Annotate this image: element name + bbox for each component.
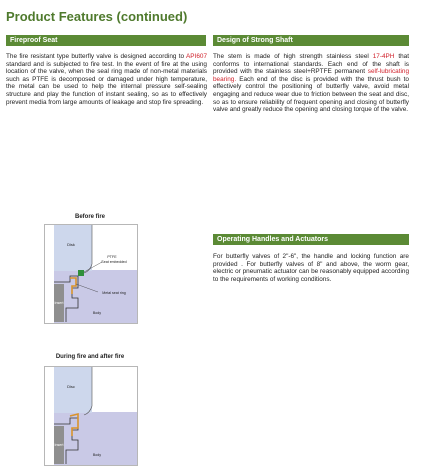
shaft-text-part: that conforms to international standards. Each end of the shaft is provided with the stainless steel+RPTFE permanent <box>213 53 409 76</box>
shaft-text-part: The stem is made of high strength stainless steel <box>213 53 373 60</box>
fireproof-seat-text <box>6 53 207 106</box>
fireproof-text-part: standard and is subjected to fire test. In the event of fire at the using location of the valve, when the seal ring made of non-metal materials such as PTFE is decomposed or damaged under high temperature, the metal can be used to help the internal pressure self-sealing structure and play the function of instant sealing, so as to effectively prevent media from large amounts of leakage and stop fire spreading. <box>6 60 207 106</box>
shaft-text-part: Each end of the disc is provided with the thrust bush to effectively control the positioning of butterfly valve, avoid metal engaging and reduce wear due to friction between the seat and disc, so as to ensure reliability of frequent opening and closing of butterfly valve and greatly reduce the opening and closing torque of the valve. <box>213 75 409 114</box>
body-region <box>54 270 137 323</box>
strong-shaft-heading: Design of Strong Shaft <box>213 35 409 46</box>
metal-seat-ring-label: Metal seat ring <box>102 291 126 295</box>
ptfe-label: PTFE <box>107 255 117 259</box>
material-highlight: 17-4PH <box>372 53 395 60</box>
during-after-fire-caption: During fire and after fire <box>55 354 125 360</box>
insert-label: Insert <box>54 443 64 447</box>
disc-label: Disk <box>67 242 75 247</box>
fireproof-text-part: The fire resistant type butterfly valve is designed according to <box>6 53 187 60</box>
handles-actuators-heading: Operating Handles and Actuators <box>213 234 409 245</box>
body-label: Body <box>92 453 102 457</box>
before-fire-diagram <box>44 224 138 324</box>
body-region <box>54 412 137 465</box>
page-title: Product Features (continued) <box>6 9 188 24</box>
strong-shaft-text <box>213 53 409 114</box>
api-standard-highlight: API607 <box>186 53 207 60</box>
body-label: Body <box>92 311 102 315</box>
seat-embedded-label: Seat embedded <box>101 260 127 264</box>
during-after-fire-diagram <box>44 366 138 466</box>
disc-region <box>54 367 92 413</box>
handles-actuators-text: For butterfly valves of 2"-6", the handle and locking function are provided . For butterfly valves of 8" and above, the worm gear, electric or pneumatic actuator can be reasonably equipped according to the requirements of working conditions. <box>213 253 409 283</box>
bearing-highlight: self-lubricating bearing. <box>213 68 409 83</box>
ptfe-seat <box>78 270 84 276</box>
fireproof-seat-heading: Fireproof Seat <box>6 35 206 46</box>
before-fire-caption: Before fire <box>74 214 105 220</box>
insert-label: Insert <box>54 301 64 305</box>
disc-label: Disc <box>67 384 75 389</box>
disc-region <box>54 225 92 271</box>
